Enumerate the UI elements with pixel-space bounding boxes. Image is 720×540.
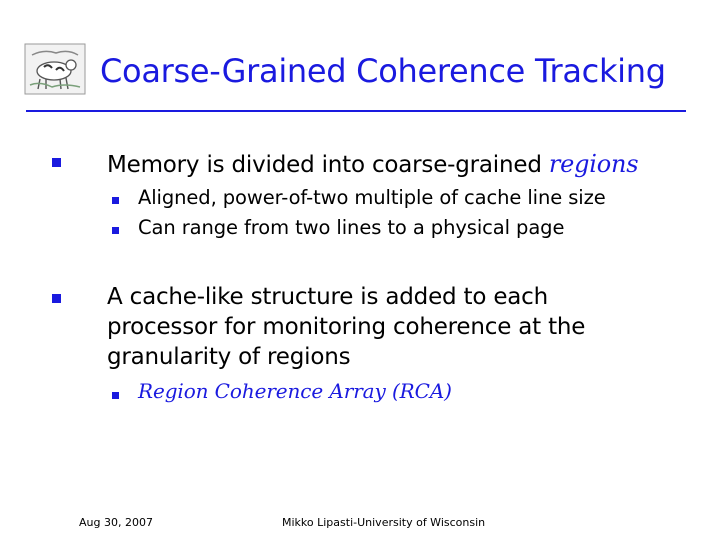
bullet-marker-1 <box>52 158 61 167</box>
cow-logo-icon <box>24 43 86 95</box>
title-divider <box>26 110 686 112</box>
bullet-2-line-1: A cache-like structure is added to each <box>107 284 548 310</box>
sub-bullet-1-2: Can range from two lines to a physical page <box>138 216 565 239</box>
sub-bullet-2-1: Region Coherence Array (RCA) <box>138 379 452 403</box>
bullet-1-emphasis: regions <box>548 150 639 178</box>
sub-bullet-marker-1-1 <box>112 197 119 204</box>
bullet-1-text <box>107 150 638 178</box>
bullet-2-line-3: granularity of regions <box>107 344 351 370</box>
slide-title: Coarse-Grained Coherence Tracking <box>100 52 666 90</box>
footer-date: Aug 30, 2007 <box>79 516 153 529</box>
sub-bullet-marker-2-1 <box>112 392 119 399</box>
bullet-1-main: Memory is divided into coarse-grained <box>107 152 549 178</box>
bullet-2-line-2: processor for monitoring coherence at the <box>107 314 586 340</box>
sub-bullet-1-1: Aligned, power-of-two multiple of cache line size <box>138 186 606 209</box>
bullet-marker-2 <box>52 294 61 303</box>
sub-bullet-marker-1-2 <box>112 227 119 234</box>
footer-author: Mikko Lipasti-University of Wisconsin <box>282 516 486 529</box>
